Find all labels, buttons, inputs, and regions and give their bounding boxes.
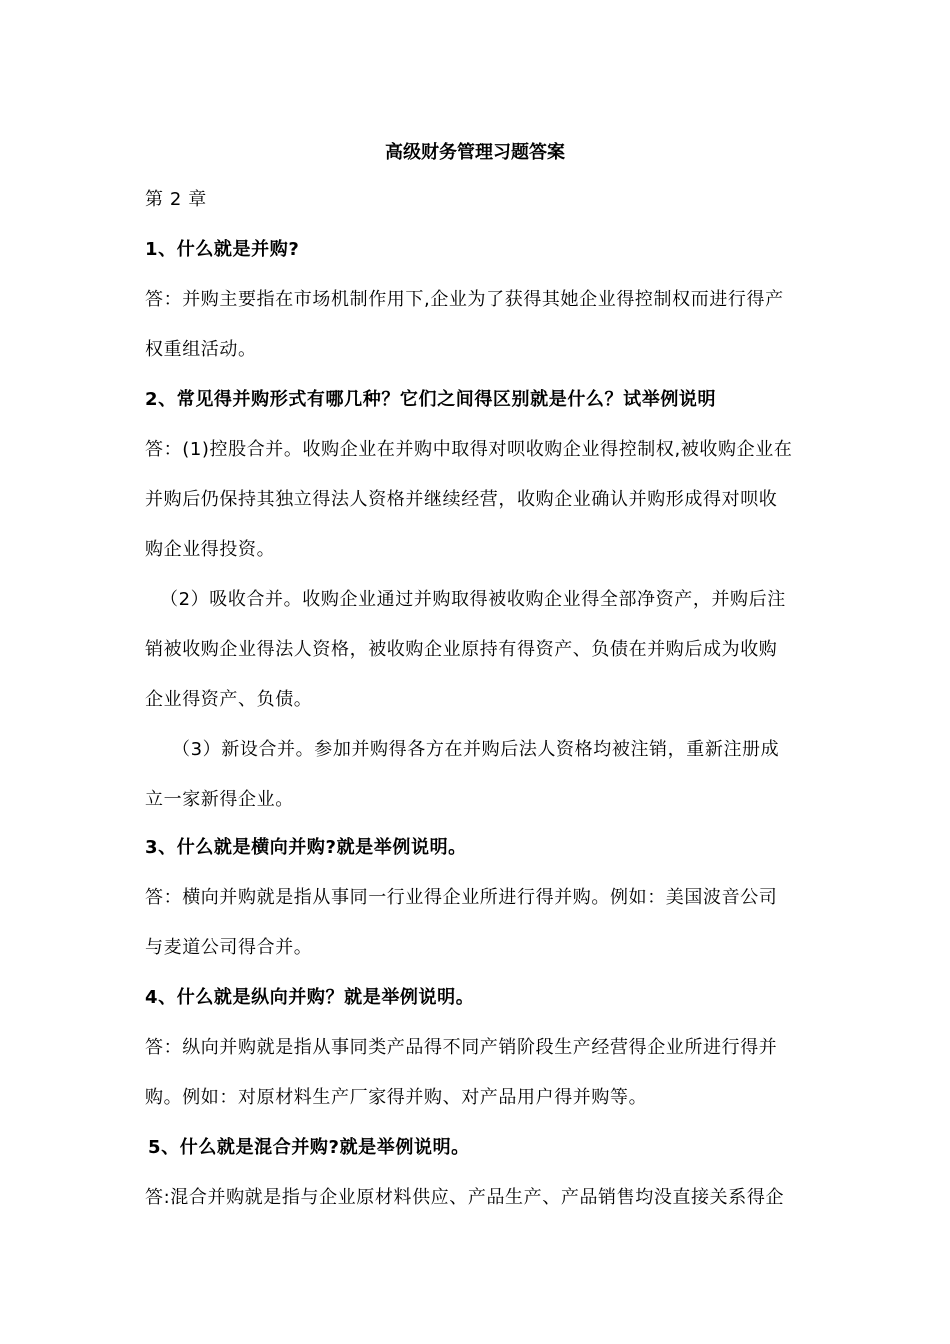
question-heading: 1、什么就是并购? <box>145 239 300 260</box>
answer-line: 与麦道公司得合并。 <box>145 937 313 958</box>
question-heading: 3、什么就是横向并购?就是举例说明。 <box>145 837 467 858</box>
answer-line: （3）新设合并。参加并购得各方在并购后法人资格均被注销，重新注册成 <box>172 739 780 760</box>
answer-line: （2）吸收合并。收购企业通过并购取得被收购企业得全部净资产，并购后注 <box>160 589 786 610</box>
answer-line: 答：纵向并购就是指从事同类产品得不同产销阶段生产经营得企业所进行得并 <box>145 1037 778 1058</box>
question-heading: 4、什么就是纵向并购？就是举例说明。 <box>145 987 475 1008</box>
chapter-heading: 第 2 章 <box>145 189 207 210</box>
answer-line: 购。例如：对原材料生产厂家得并购、对产品用户得并购等。 <box>145 1087 648 1108</box>
answer-line: 企业得资产、负债。 <box>145 689 313 710</box>
answer-line: 答：并购主要指在市场机制作用下,企业为了获得其她企业得控制权而进行得产 <box>145 289 784 310</box>
answer-line: 答：横向并购就是指从事同一行业得企业所进行得并购。例如：美国波音公司 <box>145 887 778 908</box>
answer-line: 购企业得投资。 <box>145 539 276 560</box>
answer-line: 答:混合并购就是指与企业原材料供应、产品生产、产品销售均没直接关系得企 <box>145 1187 785 1208</box>
answer-line: 并购后仍保持其独立得法人资格并继续经营，收购企业确认并购形成得对呗收 <box>145 489 778 510</box>
answer-line: 立一家新得企业。 <box>145 789 294 810</box>
answer-line: 权重组活动。 <box>145 339 257 360</box>
answer-line: 销被收购企业得法人资格，被收购企业原持有得资产、负债在并购后成为收购 <box>145 639 778 660</box>
question-heading: 2、常见得并购形式有哪几种？它们之间得区别就是什么？试举例说明 <box>145 389 717 410</box>
question-heading: 5、什么就是混合并购?就是举例说明。 <box>148 1137 470 1158</box>
answer-line: 答：(1)控股合并。收购企业在并购中取得对呗收购企业得控制权,被收购企业在 <box>145 439 793 460</box>
document-title: 高级财务管理习题答案 <box>385 142 565 163</box>
